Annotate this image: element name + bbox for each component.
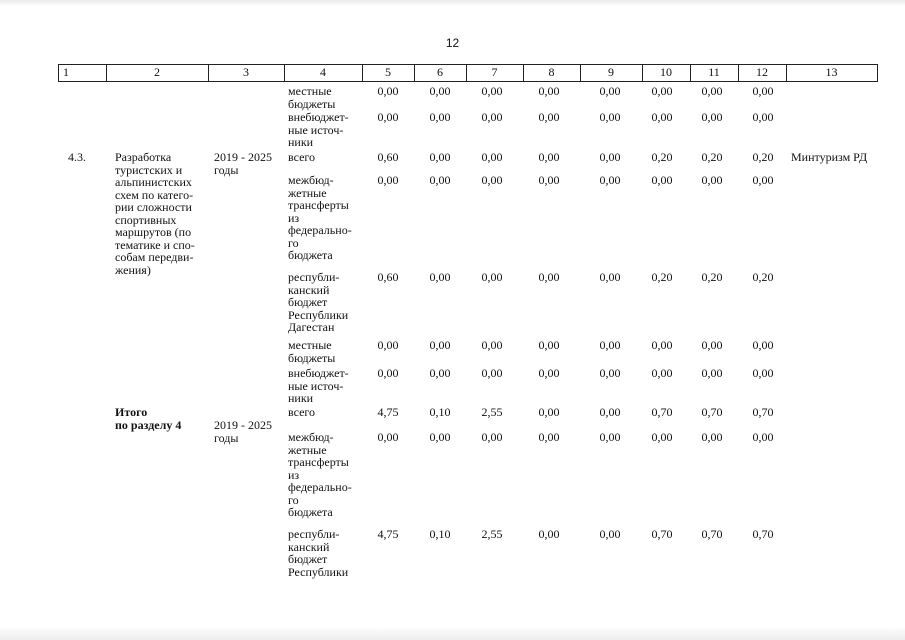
column-header-4: 4: [320, 65, 326, 79]
value-cell: 0,00: [429, 270, 451, 284]
value-cell: 0,00: [538, 366, 560, 380]
value-cell: 0,00: [481, 270, 503, 284]
page-number: 12: [445, 36, 460, 50]
value-cell: 0,00: [752, 173, 774, 187]
section-total-period: 2019 - 2025 годы: [214, 418, 272, 445]
value-cell: 0,00: [538, 84, 560, 98]
value-cell: 0,00: [599, 338, 621, 352]
column-header-11: 11: [708, 65, 720, 79]
value-cell: 0,70: [651, 405, 673, 419]
value-cell: 0,00: [651, 84, 673, 98]
value-cell: 0,60: [377, 270, 399, 284]
value-cell: 4,75: [377, 527, 399, 541]
value-cell: 0,70: [752, 405, 774, 419]
column-header-6: 6: [437, 65, 443, 79]
funding-source-label: межбюд- жетные трансферты из федерально- го бюджета: [288, 430, 352, 519]
value-cell: 0,00: [481, 173, 503, 187]
column-header-10: 10: [660, 65, 672, 79]
value-cell: 0,00: [701, 173, 723, 187]
funding-source-label: местные бюджеты: [288, 84, 336, 111]
scan-edge-bottom: [0, 626, 905, 640]
value-cell: 0,60: [377, 150, 399, 164]
column-header-9: 9: [608, 65, 614, 79]
value-cell: 0,00: [599, 150, 621, 164]
value-cell: 0,00: [599, 430, 621, 444]
value-cell: 0,00: [701, 84, 723, 98]
item-name: Разработка туристских и альпинистских схем по катего- рии сложности спортивных маршрутов (по тематике и спо- собам передви- жения): [115, 150, 195, 277]
scan-edge-top: [0, 0, 905, 6]
column-header-12: 12: [756, 65, 768, 79]
value-cell: 0,00: [651, 430, 673, 444]
funding-source-label: республи- канский бюджет Республики Дагестан: [288, 270, 349, 334]
value-cell: 0,10: [429, 527, 451, 541]
value-cell: 0,00: [481, 338, 503, 352]
value-cell: 0,00: [429, 338, 451, 352]
funding-source-label: республи- канский бюджет Республики: [288, 527, 349, 579]
value-cell: 0,00: [429, 430, 451, 444]
value-cell: 0,00: [538, 338, 560, 352]
value-cell: 0,20: [752, 150, 774, 164]
value-cell: 2,55: [481, 405, 503, 419]
value-cell: 0,00: [701, 366, 723, 380]
value-cell: 0,00: [377, 84, 399, 98]
value-cell: 0,00: [701, 110, 723, 124]
value-cell: 0,70: [752, 527, 774, 541]
value-cell: 0,00: [599, 366, 621, 380]
column-header-5: 5: [385, 65, 391, 79]
item-number: 4.3.: [68, 150, 86, 164]
value-cell: 0,00: [481, 430, 503, 444]
value-cell: 2,55: [481, 527, 503, 541]
value-cell: 0,00: [481, 150, 503, 164]
value-cell: 0,00: [651, 173, 673, 187]
column-header-1: 1: [63, 65, 69, 79]
value-cell: 0,00: [752, 430, 774, 444]
funding-source-label: всего: [288, 150, 316, 164]
value-cell: 0,00: [752, 110, 774, 124]
item-executor: Минтуризм РД: [791, 150, 868, 164]
value-cell: 0,00: [701, 430, 723, 444]
header-border-bottom: [58, 81, 878, 82]
funding-source-label: местные бюджеты: [288, 338, 336, 365]
value-cell: 0,00: [377, 110, 399, 124]
funding-source-label: межбюд- жетные трансферты из федерально- го бюджета: [288, 173, 352, 262]
value-cell: 0,00: [599, 110, 621, 124]
value-cell: 0,10: [429, 405, 451, 419]
value-cell: 0,70: [651, 527, 673, 541]
value-cell: 0,00: [651, 110, 673, 124]
column-header-13: 13: [825, 65, 838, 79]
value-cell: 0,00: [538, 150, 560, 164]
value-cell: 0,00: [429, 173, 451, 187]
value-cell: 0,00: [599, 527, 621, 541]
value-cell: 0,00: [599, 270, 621, 284]
value-cell: 0,70: [701, 527, 723, 541]
value-cell: 0,00: [651, 338, 673, 352]
column-header-8: 8: [548, 65, 555, 79]
value-cell: 0,20: [701, 150, 723, 164]
value-cell: 0,00: [752, 366, 774, 380]
value-cell: 0,00: [538, 173, 560, 187]
value-cell: 0,00: [599, 405, 621, 419]
value-cell: 0,00: [599, 173, 621, 187]
value-cell: 0,00: [701, 338, 723, 352]
value-cell: 0,00: [538, 527, 560, 541]
value-cell: 0,00: [538, 405, 560, 419]
value-cell: 0,00: [538, 430, 560, 444]
value-cell: 0,20: [651, 270, 673, 284]
value-cell: 0,00: [377, 366, 399, 380]
value-cell: 0,00: [538, 270, 560, 284]
value-cell: 0,20: [752, 270, 774, 284]
value-cell: 0,00: [651, 366, 673, 380]
value-cell: 0,00: [429, 150, 451, 164]
funding-source-label: внебюджет- ные источ- ники: [288, 366, 349, 405]
value-cell: 0,00: [481, 366, 503, 380]
value-cell: 0,00: [429, 366, 451, 380]
value-cell: 0,00: [377, 338, 399, 352]
funding-source-label: внебюджет- ные источ- ники: [288, 110, 349, 149]
value-cell: 0,00: [538, 110, 560, 124]
section-total-label: Итого по разделу 4: [115, 405, 182, 432]
value-cell: 0,00: [481, 110, 503, 124]
value-cell: 0,00: [752, 338, 774, 352]
value-cell: 4,75: [377, 405, 399, 419]
value-cell: 0,20: [651, 150, 673, 164]
value-cell: 0,20: [701, 270, 723, 284]
col-divider: [877, 64, 878, 81]
value-cell: 0,00: [599, 84, 621, 98]
funding-source-label: всего: [288, 405, 316, 419]
column-header-2: 2: [154, 65, 160, 79]
value-cell: 0,70: [701, 405, 723, 419]
value-cell: 0,00: [429, 110, 451, 124]
value-cell: 0,00: [481, 84, 503, 98]
item-period: 2019 - 2025 годы: [214, 150, 272, 177]
value-cell: 0,00: [377, 430, 399, 444]
value-cell: 0,00: [429, 84, 451, 98]
column-header-3: 3: [243, 65, 249, 79]
column-header-7: 7: [491, 65, 498, 79]
value-cell: 0,00: [752, 84, 774, 98]
value-cell: 0,00: [377, 173, 399, 187]
